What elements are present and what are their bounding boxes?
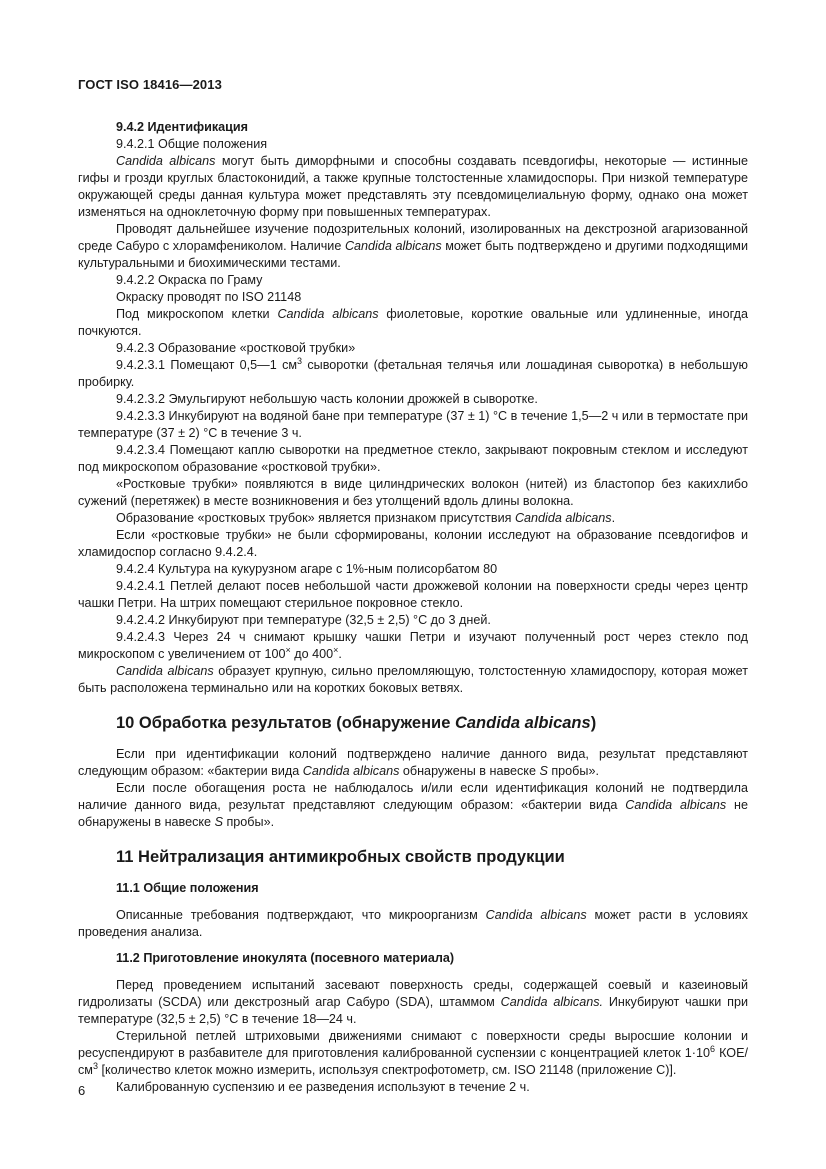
paragraph: Перед проведением испытаний засевают поверхность среды, содержащей соевый и казеиновый гидролизаты (SCDA) или декстрозный агар Сабуро (SDA), штаммом Candida albicans. Инкубируют чашки при температуре (32,5 ± 2,5) °C в течение 18—24 ч. [78,978,748,1026]
paragraph: Если при идентификации колоний подтверждено наличие данного вида, результат представляют следующим образом: «бактерии вида Candida albicans обнаружены в навеске S пробы». [78,747,748,778]
section-11-title: 11 Нейтрализация антимикробных свойств продукции [116,848,565,866]
paragraph: Под микроскопом клетки Candida albicans фиолетовые, короткие овальные или удлиненные, иногда почкуются. [78,307,748,338]
paragraph: Стерильной петлей штриховыми движениями снимают с поверхности среды выросшие колонии и ресуспендируют в разбавителе для приготовления калиброванной суспензии с концентрацией клеток $1\cdot 10^6$ КОЕ/$см^3$ [количество клеток можно измерить, используя спектрофотометр, см. ISO 21148 (приложение С)]. [78,1029,748,1077]
paragraph: Описанные требования подтверждают, что микроорганизм Candida albicans может расти в условиях проведения анализа. [78,908,748,939]
paragraph: 9.4.2.4.1 Петлей делают посев небольшой части дрожжевой колонии на поверхности среды через центр чашки Петри. На штрих помещают стерильное покровное стекло. [78,579,748,610]
paragraph: Если «ростковые трубки» не были сформированы, колонии исследуют на образование псевдогифов и хламидоспор согласно 9.4.2.4. [78,528,748,559]
page-number: 6 [78,1083,86,1098]
section-9-4-2-title: 9.4.2 Идентификация [116,120,248,134]
paragraph: Окраску проводят по ISO 21148 [116,290,302,304]
section-9-4-2-4-title: 9.4.2.4 Культура на кукурузном агаре с 1%-ным полисорбатом 80 [116,562,498,576]
section-11-1-title: 11.1 Общие положения [116,881,259,895]
section-9-4-2-3-title: 9.4.2.3 Образование «ростковой трубки» [116,341,356,355]
paragraph: 9.4.2.3.1 Помещают 0,5—1 $см^3$ сыворотки (фетальная телячья или лошадиная сыворотка) в небольшую пробирку. [78,356,749,389]
paragraph: Образование «ростковых трубок» является признаком присутствия Candida albicans. [116,511,616,525]
paragraph: 9.4.2.3.2 Эмульгируют небольшую часть колонии дрожжей в сыворотке. [116,392,538,406]
paragraph: Проводят дальнейшее изучение подозрительных колоний, изолированных на декстрозной агаризованной среде Сабуро с хлорамфениколом. Наличие Candida albicans может быть подтверждено и другими подходящими культуральными и биохимическими тестами. [78,222,748,270]
section-9-4-2-1-title: 9.4.2.1 Общие положения [116,137,268,151]
section-9-4-2-2-title: 9.4.2.2 Окраска по Граму [116,273,263,287]
paragraph: 9.4.2.4.2 Инкубируют при температуре (32,5 ± 2,5) °C до 3 дней. [116,613,491,627]
paragraph: Калиброванную суспензию и ее разведения используют в течение 2 ч. [116,1080,530,1094]
paragraph: «Ростковые трубки» появляются в виде цилиндрических волокон (нитей) из бластопор без какихлибо сужений (перетяжек) в месте возникновения и без утолщений вдоль длины волокна. [78,477,748,508]
document-header: ГОСТ ISO 18416—2013 [78,77,222,92]
section-11-2-title: 11.2 Приготовление инокулята (посевного материала) [116,951,455,965]
paragraph: 9.4.2.3.4 Помещают каплю сыворотки на предметное стекло, закрывают покровным стеклом и исследуют под микроскопом образование «ростковой трубки». [78,443,748,474]
paragraph: 9.4.2.4.3 Через 24 ч снимают крышку чашки Петри и изучают полученный рост через стекло под микроскопом с увеличением от 100× до 400×. [78,630,748,661]
paragraph: 9.4.2.3.3 Инкубируют на водяной бане при температуре (37 ± 1) °C в течение 1,5—2 ч или в термостате при температуре (37 ± 2) °C в течение 3 ч. [78,409,748,440]
document-body [78,119,748,1096]
paragraph: Candida albicans могут быть диморфными и способны создавать псевдогифы, некоторые — истинные гифы и грозди круглых бластоконидий, а также крупные толстостенные хламидоспоры. При низкой температуре окружающей среды данная культура может представлять эту псевдомицелиальную форму, однако она может изменяться на одноклеточную форму при повышенных температурах. [78,154,748,219]
paragraph: Candida albicans образует крупную, сильно преломляющую, толстостенную хламидоспору, которая может быть расположена терминально или на коротких боковых ветвях. [78,664,749,695]
section-10-title: 10 Обработка результатов (обнаружение Candida albicans) [116,714,597,732]
paragraph: Если после обогащения роста не наблюдалось и/или если идентификация колоний не подтвердила наличие данного вида, результат представляют следующим образом: «бактерии вида Candida albicans не обнаружены в навеске S пробы». [78,781,748,829]
